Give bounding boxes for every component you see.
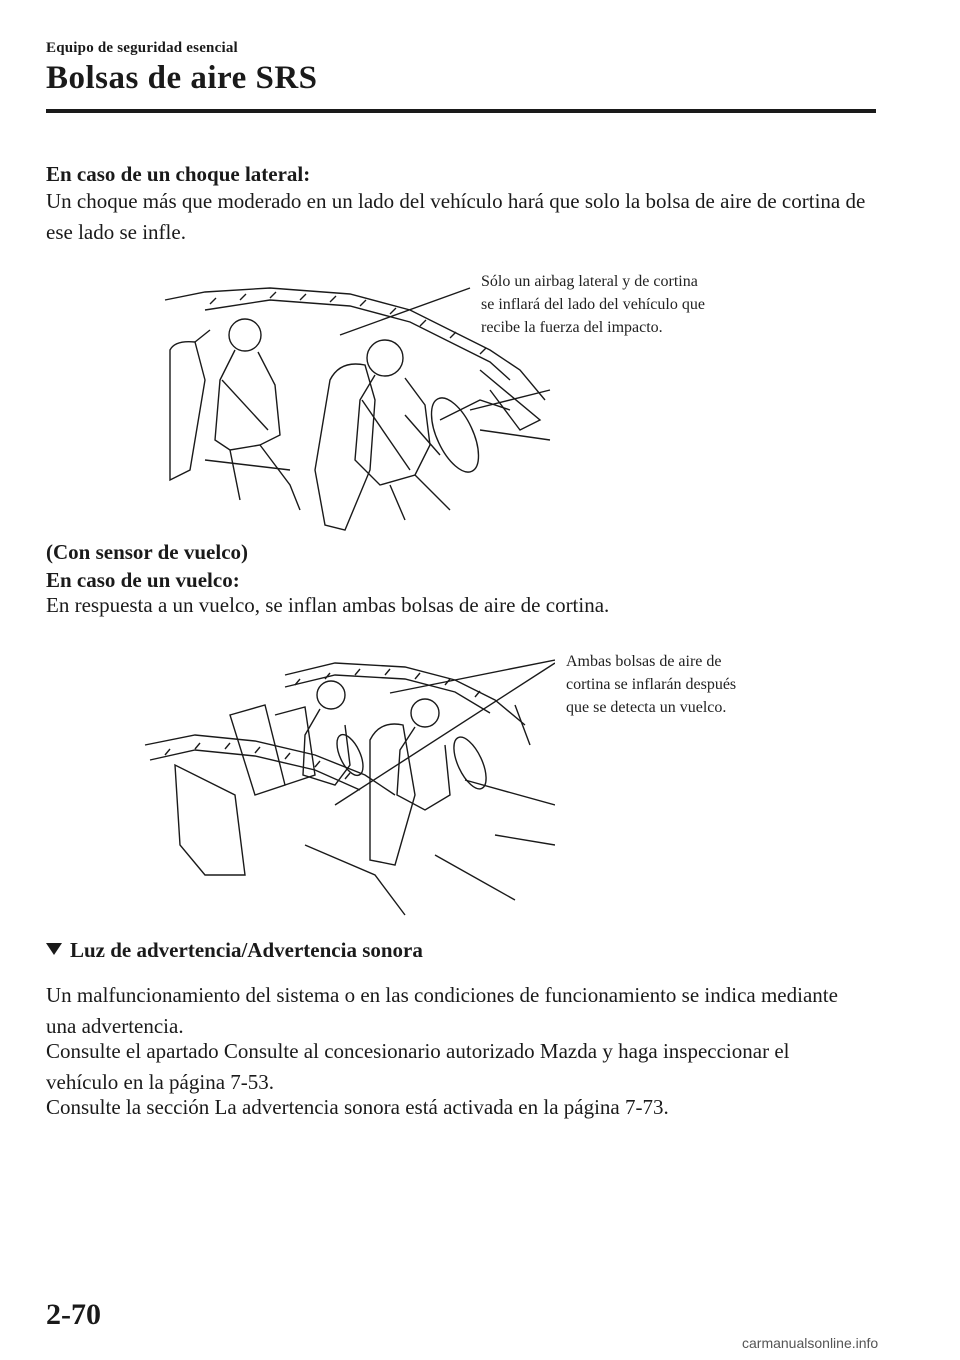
warning-paragraph: Consulte la sección La advertencia sonora está activada en la página 7-73. [46, 1095, 669, 1119]
watermark: carmanualsonline.info [742, 1335, 879, 1351]
warning-paragraph: Consulte el apartado Consulte al concesionario autorizado Mazda y haga inspeccionar el vehículo en la página 7-53. [46, 1039, 790, 1094]
side-collision-heading: En caso de un choque lateral: [46, 162, 311, 186]
callout-line: recibe la fuerza del impacto. [481, 319, 663, 336]
callout-line: cortina se inflarán después [566, 676, 737, 693]
callout-line: se inflará del lado del vehículo que [481, 296, 705, 313]
rollover-heading: En caso de un vuelco: [46, 568, 240, 592]
page-number: 2-70 [46, 1298, 101, 1331]
rollover-illustration [135, 645, 555, 920]
warning-paragraph: Un malfuncionamiento del sistema o en las condiciones de funcionamiento se indica mediante una advertencia. [46, 983, 838, 1038]
rollover-condition: (Con sensor de vuelco) [46, 540, 249, 564]
section-label: Equipo de seguridad esencial [46, 40, 238, 56]
side-collision-text: Un choque más que moderado en un lado del vehículo hará que solo la bolsa de aire de cortina de ese lado se infle. [46, 189, 866, 244]
header-divider [46, 109, 876, 113]
warning-heading: Luz de advertencia/Advertencia sonora [70, 938, 423, 962]
rollover-text: En respuesta a un vuelco, se inflan ambas bolsas de aire de cortina. [46, 593, 610, 617]
callout-line: Ambas bolsas de aire de [566, 653, 722, 670]
triangle-down-icon [46, 943, 62, 955]
page-title: Bolsas de aire SRS [46, 60, 318, 96]
side-collision-illustration [150, 270, 560, 540]
callout-line: Sólo un airbag lateral y de cortina [481, 273, 698, 290]
warning-heading-row [46, 938, 423, 963]
rollover-callout [566, 650, 736, 719]
callout-line: que se detecta un vuelco. [566, 699, 727, 716]
